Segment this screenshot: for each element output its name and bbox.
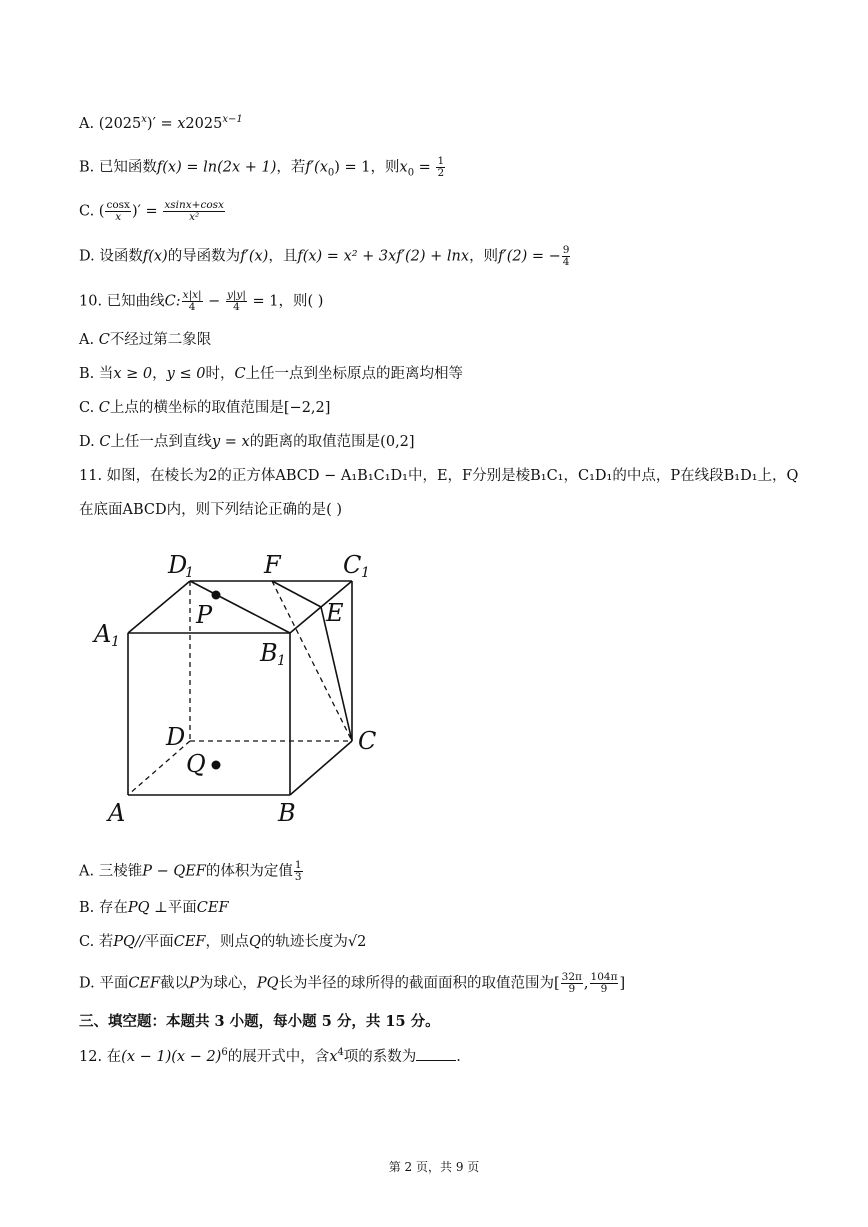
q11-stem-line1: 11. 如图，在棱长为2的正方体ABCD − A₁B₁C₁D₁中，E，F分别是棱B₁C₁，C₁D₁的中点，P在线段B₁D₁上，Q (79, 468, 799, 484)
label-a1: A (94, 620, 112, 648)
q9-option-d: D. 设函数f(x)的导函数为f′(x)，且f(x) = x² + 3xf′(2) + lnx，则f′(2) = − $\frac{9}{4}$ (79, 244, 570, 268)
q11-option-c: C. 若PQ//平面CEF，则点Q的轨迹长度为√2 (79, 934, 367, 950)
label-d1-sub: 1 (185, 565, 194, 581)
q11-stem-line2: 在底面ABCD内，则下列结论正确的是( ) (79, 502, 343, 518)
label-b1-sub: 1 (277, 653, 286, 669)
label-f: F (264, 551, 281, 579)
q12-stem: 12. 在$(x - 1)(x - 2)^6$的展开式中，含$x^4$项的系数为 . (79, 1047, 461, 1065)
q10-option-a: A. C不经过第二象限 (79, 332, 212, 348)
q9-option-c: C. ( $\frac{\cos x}{x}$ )′ = $\frac{xsinx+\cos x}{\text{x²}}$ (79, 199, 224, 223)
label-c1-sub: 1 (361, 565, 370, 581)
q10-option-c: C. C上点的横坐标的取值范围是[−2,2] (79, 400, 331, 416)
label-a: A (108, 799, 126, 827)
q10-option-d: D. C上任一点到直线y = x的距离的取值范围是(0,2] (79, 434, 415, 450)
q11-option-a: A. 三棱锥P − QEF的体积为定值 $\frac{1}{3}$ (79, 859, 302, 883)
label-b1: B (260, 639, 278, 667)
label-d1: D (168, 551, 188, 579)
q10-option-b: B. 当x ≥ 0，y ≤ 0时，C上任一点到坐标原点的距离均相等 (79, 366, 464, 382)
cube-figure (90, 545, 400, 830)
point-p (212, 591, 221, 600)
label-c: C (358, 727, 377, 755)
label-e: E (326, 599, 344, 627)
section-3-heading: 三、填空题：本题共 3 小题，每小题 5 分，共 15 分。 (79, 1013, 440, 1030)
label-q: Q (186, 750, 206, 778)
page-footer: 第 2 页，共 9 页 (388, 1160, 480, 1174)
label-p: P (196, 601, 213, 629)
label-a1-sub: 1 (111, 634, 120, 650)
q11-option-b: B. 存在PQ ⊥平面CEF (79, 900, 229, 916)
point-q (212, 761, 221, 770)
q10-stem: 10. 已知曲线C: $\frac{x|x|}{4}$ − $\frac{y|y|}{4}$ = 1，则( ) (79, 289, 324, 313)
label-c1: C (343, 551, 362, 579)
q11-option-d: D. 平面CEF截以P为球心，PQ长为半径的球所得的截面面积的取值范围为[ $\frac{32\pi}{9}$ , $\frac{104\pi}{9}$ ] (79, 971, 626, 995)
label-d: D (166, 723, 186, 751)
label-b: B (278, 799, 296, 827)
q9-option-b: B. 已知函数f(x) = ln(2x + 1)，若$f'(x_0) = 1$，则$x_0$ = $\frac{1}{2}$ (79, 155, 445, 179)
q9-option-a: A. $(2025^x)' = x2025^{x-1}$ (79, 114, 243, 132)
answer-blank[interactable] (416, 1046, 456, 1061)
